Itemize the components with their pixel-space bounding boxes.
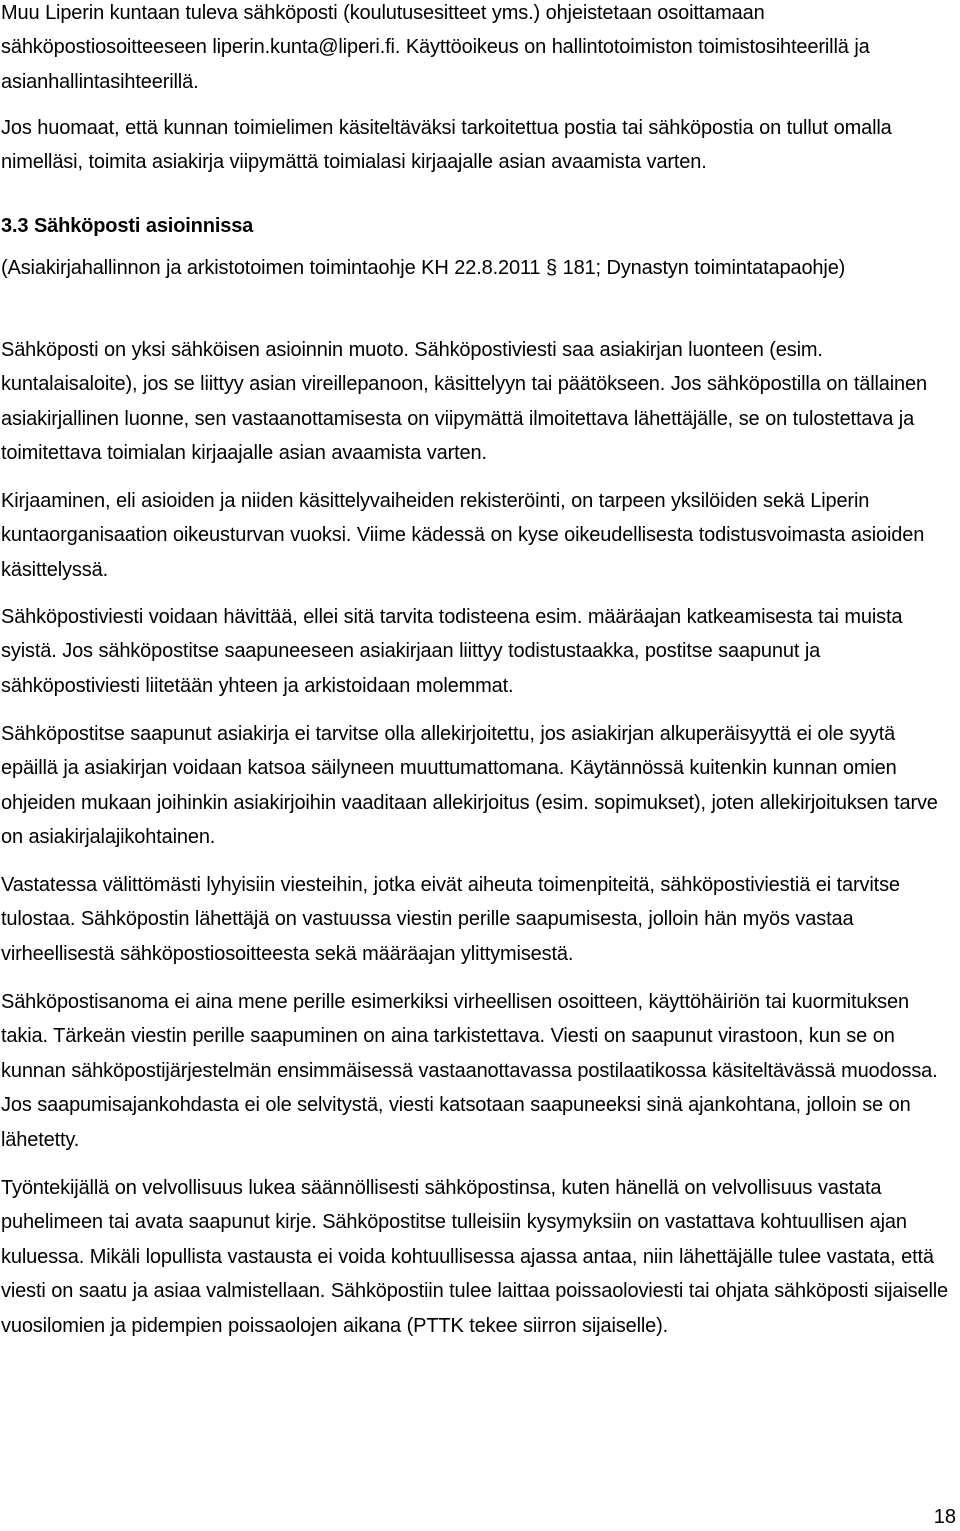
- page-number: 18: [933, 1506, 956, 1528]
- body-paragraph-signature: Sähköpostitse saapunut asiakirja ei tarvitse olla allekirjoitettu, jos asiakirjan alkuperäisyyttä ei ole syytä epäillä ja asiakirjan voidaan katsoa säilyneen muuttumattomana. Käytännössä kuitenkin kunnan omien ohjeiden mukaan joihinkin asiakirjoihin vaaditaan allekirjoitus (esim. sopimukset), joten allekirjoituksen tarve on asiakirjalajikohtainen.: [1, 723, 938, 849]
- body-paragraph-employee-duty: Työntekijällä on velvollisuus lukea säännöllisesti sähköpostinsa, kuten hänellä on velvollisuus vastata puhelimeen tai avata saapunut kirje. Sähköpostitse tulleisiin kysymyksiin on vastattava kohtuullisen ajan kuluessa. Mikäli lopullista vastausta ei voida kohtuullisessa ajassa antaa, niin lähettäjälle tulee vastata, että viesti on saatu ja asiaa valmistellaan. Sähköpostiin tulee laittaa poissaoloviesti tai ohjata sähköposti sijaiselle vuosilomien ja pidempien poissaolojen aikana (PTTK tekee siirron sijaiselle).: [1, 1177, 949, 1337]
- intro-paragraph-email-forwarding: Muu Liperin kuntaan tuleva sähköposti (koulutusesitteet yms.) ohjeistetaan osoittamaan sähköpostiosoitteeseen liperin.kunta@liperi.fi. Käyttöoikeus on hallintotoimiston toimistosihteerillä ja asianhallintasihteerillä.: [1, 2, 870, 93]
- body-paragraph-delivery: Sähköpostisanoma ei aina mene perille esimerkiksi virheellisen osoitteen, käyttöhäiriön tai kuormituksen takia. Tärkeän viestin perille saapuminen on aina tarkistettava. Viesti on saapunut virastoon, kun se on kunnan sähköpostijärjestelmän ensimmäisessä vastaanottavassa postilaatikossa käsiteltävässä muodossa. Jos saapumisajankohdasta ei ole selvitystä, viesti katsotaan saapuneeksi sinä ajankohtana, jolloin se on lähetetty.: [1, 991, 938, 1151]
- source-note: (Asiakirjahallinnon ja arkistotoimen toimintaohje KH 22.8.2011 § 181; Dynastyn toimintatapaohje): [1, 257, 846, 279]
- body-paragraph-email-as-document: Sähköposti on yksi sähköisen asioinnin muoto. Sähköpostiviesti saa asiakirjan luonteen (esim. kuntalaisaloite), jos se liittyy asian vireillepanoon, käsittelyyn tai päätökseen. Jos sähköpostilla on tällainen asiakirjallinen luonne, sen vastaanottamisesta on viipymättä ilmoitettava lähettäjälle, se on tulostettava ja toimitettava toimialan kirjaajalle asian avaamista varten.: [1, 339, 927, 465]
- section-heading: 3.3 Sähköposti asioinnissa: [1, 215, 254, 237]
- body-paragraph-registration: Kirjaaminen, eli asioiden ja niiden käsittelyvaiheiden rekisteröinti, on tarpeen yksilöiden sekä Liperin kuntaorganisaation oikeusturvan vuoksi. Viime kädessä on kyse oikeudellisesta todistusvoimasta asioiden käsittelyssä.: [1, 490, 925, 581]
- body-paragraph-short-replies: Vastatessa välittömästi lyhyisiin viesteihin, jotka eivät aiheuta toimenpiteitä, sähköpostiviestiä ei tarvitse tulostaa. Sähköpostin lähettäjä on vastuussa viestin perille saapumisesta, jolloin hän myös vastaa virheellisestä sähköpostiosoitteesta sekä määräajan ylittymisestä.: [1, 874, 900, 965]
- body-paragraph-disposal: Sähköpostiviesti voidaan hävittää, ellei sitä tarvita todisteena esim. määräajan katkeamisesta tai muista syistä. Jos sähköpostitse saapuneeseen asiakirjaan liittyy todistustaakka, postitse saapunut ja sähköpostiviesti liitetään yhteen ja arkistoidaan molemmat.: [1, 606, 903, 697]
- intro-paragraph-misaddressed-mail: Jos huomaat, että kunnan toimielimen käsiteltäväksi tarkoitettua postia tai sähköpostia on tullut omalla nimelläsi, toimita asiakirja viipymättä toimialasi kirjaajalle asian avaamista varten.: [1, 117, 892, 174]
